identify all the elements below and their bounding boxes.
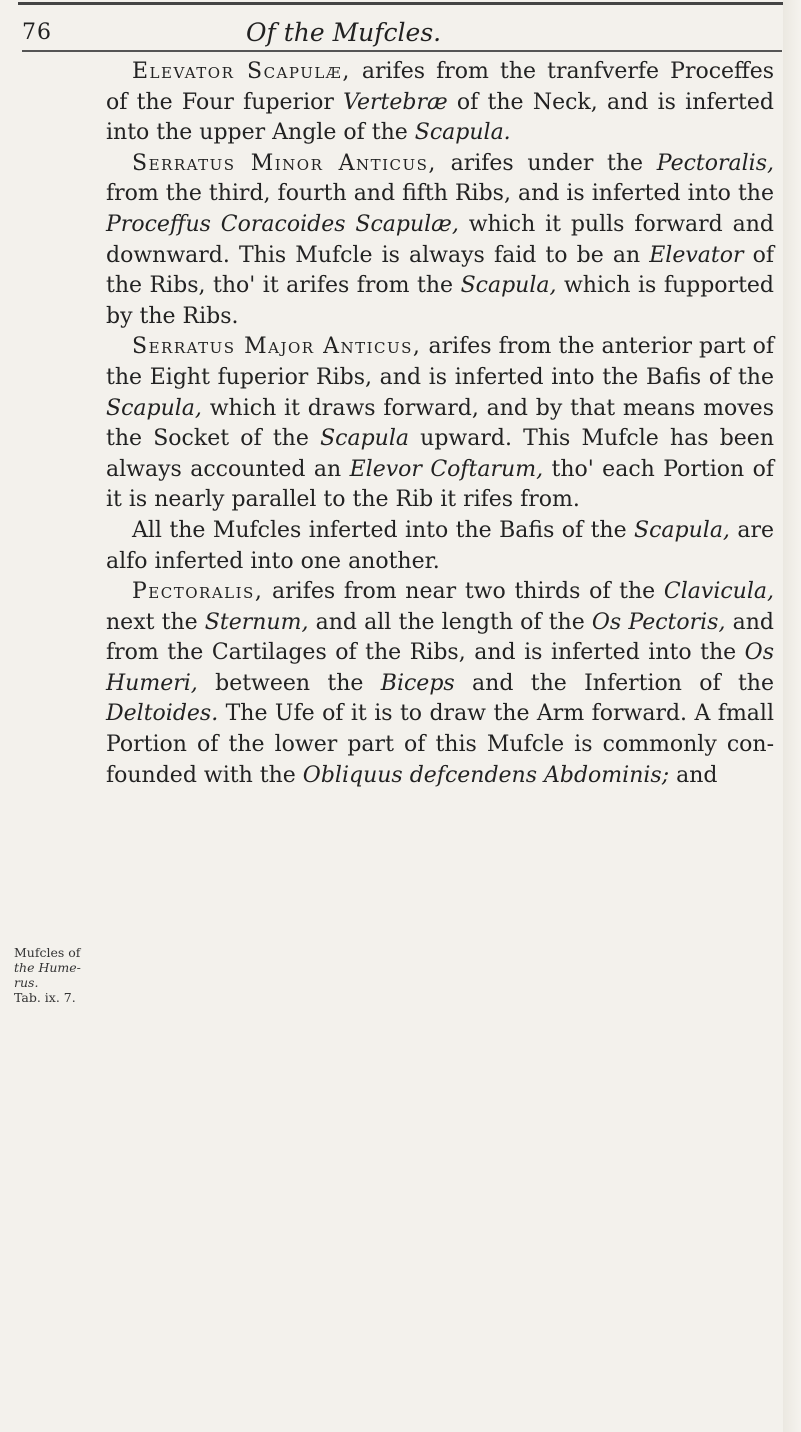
- top-rule: [18, 2, 783, 5]
- italic-term: Proceffus Coracoides Scapulæ,: [106, 211, 459, 237]
- italic-term: Scapula.: [414, 120, 511, 146]
- italic-term: Biceps: [380, 670, 455, 696]
- text-run: and the Infertion of the: [454, 670, 774, 696]
- muscle-name: Pectoralis,: [132, 579, 264, 605]
- paragraph: [106, 516, 774, 577]
- text-run: between the: [197, 670, 381, 696]
- text-run: and all the length of the: [308, 609, 592, 635]
- text-run: and: [669, 762, 718, 788]
- italic-term: Sternum,: [204, 609, 309, 635]
- text-run: which it draws forward, and by that means moves the Socket of the: [106, 395, 774, 452]
- italic-term: Elevor Coftarum,: [349, 456, 544, 482]
- text-run: All the Mufcles inferted into the Bafis of the: [132, 517, 635, 543]
- italic-term: Obliquus defcendens Abdominis;: [302, 762, 670, 788]
- text-run: and from the Cartilages of the Ribs, and is inferted into the: [106, 609, 774, 666]
- margin-note: [14, 945, 96, 1005]
- italic-term: Os Humeri,: [106, 640, 774, 696]
- paragraph: [106, 149, 774, 333]
- muscle-name: Elevator Scapulæ,: [132, 59, 351, 84]
- margin-note-line: rus.: [14, 975, 39, 990]
- body-text: [106, 57, 774, 791]
- text-run: which it pulls forward and downward. This Mufcle is always faid to be an: [106, 211, 774, 268]
- text-run: next the: [106, 609, 205, 635]
- text-run: upward. This Mufcle has been always accounted an: [106, 426, 774, 482]
- italic-term: Scapula,: [460, 273, 557, 299]
- italic-term: Clavicula,: [663, 579, 774, 605]
- muscle-name: Serratus Major Anticus,: [132, 334, 422, 360]
- text-run: arifes from near two thirds of the: [263, 579, 664, 605]
- page-number: 76: [22, 20, 52, 45]
- text-run: arifes under the: [436, 150, 657, 176]
- paragraph: [106, 577, 774, 791]
- italic-term: Elevator: [649, 242, 744, 268]
- italic-term: Scapula: [320, 426, 409, 452]
- italic-term: Scapula,: [634, 517, 730, 543]
- italic-term: Scapula,: [106, 395, 202, 421]
- page-edge-shadow: [783, 0, 801, 1432]
- italic-term: Os Pectoris,: [591, 609, 726, 635]
- text-run: of the Ribs, tho' it arifes from the: [106, 242, 774, 299]
- margin-note-line: the Hume-: [14, 960, 81, 975]
- paragraph: [106, 57, 774, 149]
- running-title: Of the Mufcles.: [246, 18, 442, 47]
- page-header: [22, 14, 782, 52]
- muscle-name: Serratus Minor Anticus,: [132, 150, 437, 176]
- italic-term: Deltoides.: [106, 701, 219, 727]
- text-run: The Ufe of it is to draw the Arm forward. A fmall Portion of the lower part of this Mufcle is commonly confounded with the: [106, 701, 774, 788]
- italic-term: Pectoralis,: [656, 150, 774, 176]
- header-rule: [22, 50, 782, 52]
- text-run: arifes from the tranfverfe Proceffes of the Four fuperior: [106, 59, 775, 115]
- text-run: are alfo inferted into one another.: [106, 517, 774, 574]
- text-run: tho' each Portion of it is nearly parallel to the Rib it rifes from.: [106, 456, 774, 513]
- paragraph: [106, 332, 774, 516]
- text-run: arifes from the anterior part of the Eight fuperior Ribs, and is inferted into the Bafis of the: [106, 334, 774, 390]
- margin-note-line: Mufcles of: [14, 945, 81, 960]
- italic-term: Vertebræ: [343, 89, 448, 115]
- text-run: from the third, fourth and fifth Ribs, and is inferted into the: [106, 181, 774, 207]
- margin-note-line: Tab. ix. 7.: [14, 990, 76, 1005]
- text-run: of the Neck, and is inferted into the upper Angle of the: [106, 89, 774, 146]
- text-run: which is fupported by the Ribs.: [106, 273, 775, 329]
